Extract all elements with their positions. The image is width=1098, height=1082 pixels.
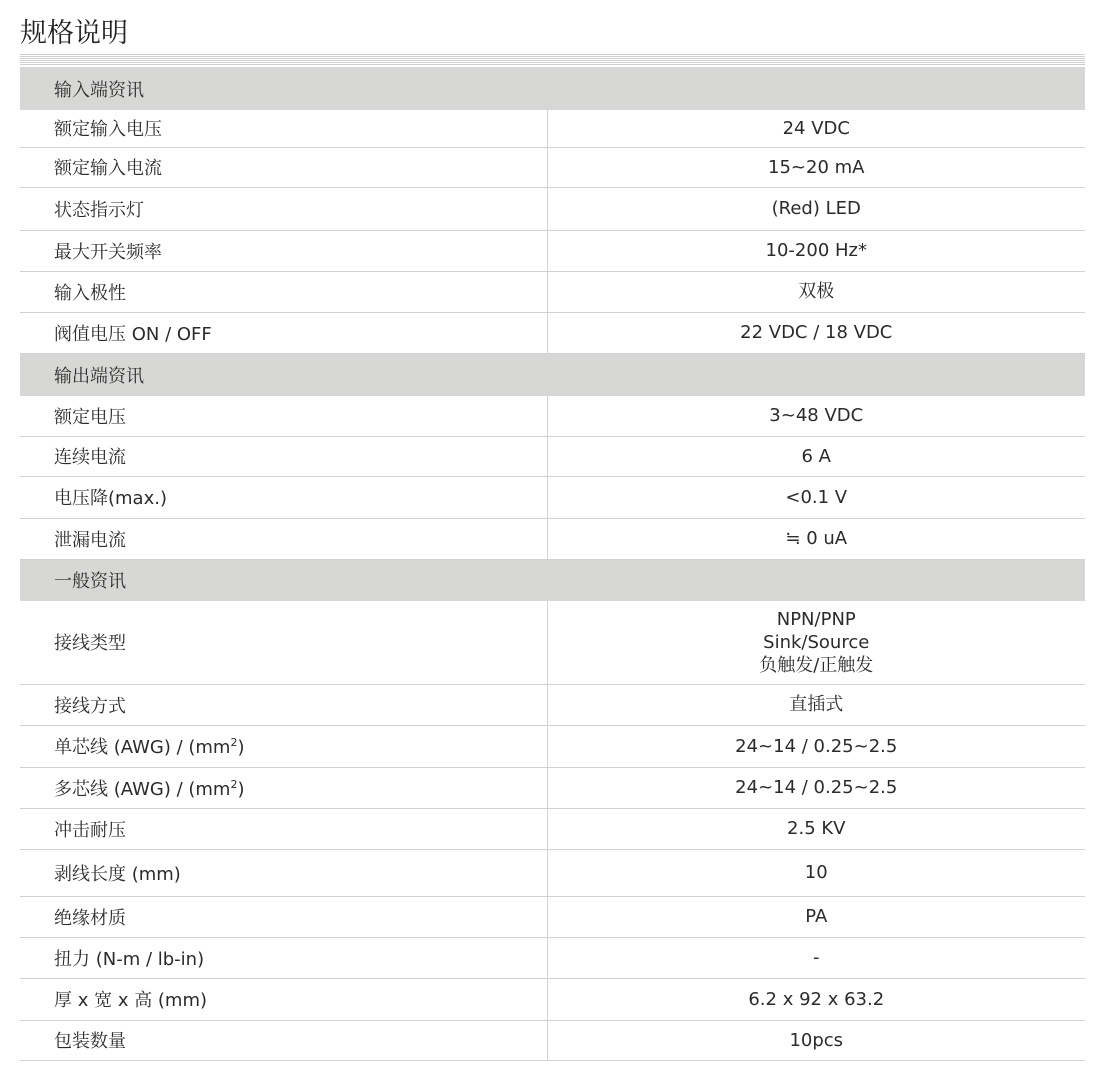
spec-row: [20, 436, 1085, 476]
label-text: ): [237, 737, 245, 758]
spec-label: 额定电压: [20, 396, 547, 436]
spec-row: [20, 396, 1085, 436]
spec-label: 剥线长度 (mm): [20, 849, 547, 896]
spec-value: <0.1 V: [547, 476, 1085, 518]
spec-label: 输入极性: [20, 271, 547, 312]
superscript: 2: [230, 736, 238, 749]
section-title: 输出端资讯: [20, 353, 1085, 396]
spec-label-solid-wire: [20, 725, 547, 767]
spec-value: 10-200 Hz*: [547, 230, 1085, 271]
spec-table: [20, 67, 1085, 1061]
spec-row: [20, 684, 1085, 725]
spec-label: 额定输入电压: [20, 110, 547, 147]
spec-label: 冲击耐压: [20, 808, 547, 849]
spec-value: 10pcs: [547, 1020, 1085, 1060]
spec-value: 24~14 / 0.25~2.5: [547, 767, 1085, 808]
spec-row: [20, 725, 1085, 767]
spec-value-line: 负触发/正触发: [759, 654, 874, 676]
spec-row: [20, 271, 1085, 312]
spec-value: 双极: [547, 271, 1085, 312]
spec-value: 24 VDC: [547, 110, 1085, 147]
spec-row: [20, 601, 1085, 684]
spec-row: [20, 312, 1085, 353]
spec-value: 直插式: [547, 684, 1085, 725]
spec-label: 泄漏电流: [20, 518, 547, 559]
spec-row: [20, 849, 1085, 896]
superscript: 2: [230, 777, 238, 791]
page-title: 规格说明: [20, 18, 128, 49]
spec-label: 额定输入电流: [20, 147, 547, 187]
section-title: 输入端资讯: [20, 67, 1085, 110]
title-divider: [20, 54, 1085, 65]
section-title: 一般资讯: [20, 559, 1085, 601]
section-header-input: [20, 67, 1085, 110]
spec-value-line: Sink/Source: [763, 631, 870, 653]
spec-row: [20, 1020, 1085, 1060]
spec-label: 扭力 (N-m / lb-in): [20, 937, 547, 978]
spec-label: 包装数量: [20, 1020, 547, 1060]
spec-value: 3~48 VDC: [547, 396, 1085, 436]
spec-value: PA: [547, 896, 1085, 937]
spec-row: [20, 808, 1085, 849]
spec-value: 24~14 / 0.25~2.5: [547, 725, 1085, 767]
spec-value: 10: [547, 849, 1085, 896]
spec-value: 2.5 KV: [547, 808, 1085, 849]
spec-label: 电压降(max.): [20, 476, 547, 518]
spec-value: (Red) LED: [547, 187, 1085, 230]
spec-label: 厚 x 宽 x 高 (mm): [20, 978, 547, 1020]
spec-label: 状态指示灯: [20, 187, 547, 230]
spec-label-stranded-wire: [20, 767, 547, 808]
spec-row: [20, 110, 1085, 147]
spec-label: 接线类型: [20, 601, 547, 684]
spec-label: 绝缘材质: [20, 896, 547, 937]
spec-value: 22 VDC / 18 VDC: [547, 312, 1085, 353]
spec-value: 6.2 x 92 x 63.2: [547, 978, 1085, 1020]
spec-label: 阀值电压 ON / OFF: [20, 312, 547, 353]
spec-value-multiline: [547, 601, 1085, 684]
spec-row: [20, 937, 1085, 978]
spec-row: [20, 476, 1085, 518]
label-text: 单芯线 (AWG) / (mm: [54, 737, 231, 758]
spec-value: 15~20 mA: [547, 147, 1085, 187]
spec-value: -: [547, 937, 1085, 978]
section-header-output: [20, 353, 1085, 396]
spec-label: 接线方式: [20, 684, 547, 725]
spec-row: [20, 896, 1085, 937]
spec-value: ≒ 0 uA: [547, 518, 1085, 559]
label-text: 多芯线 (AWG) / (mm: [54, 778, 231, 800]
spec-row: [20, 767, 1085, 808]
spec-label: 连续电流: [20, 436, 547, 476]
spec-value: 6 A: [547, 436, 1085, 476]
section-header-general: [20, 559, 1085, 601]
spec-row: [20, 518, 1085, 559]
label-text: ): [237, 778, 245, 800]
spec-value-line: NPN/PNP: [776, 608, 856, 630]
spec-row: [20, 978, 1085, 1020]
spec-row: [20, 187, 1085, 230]
spec-label: 最大开关频率: [20, 230, 547, 271]
spec-row: [20, 230, 1085, 271]
spec-row: [20, 147, 1085, 187]
